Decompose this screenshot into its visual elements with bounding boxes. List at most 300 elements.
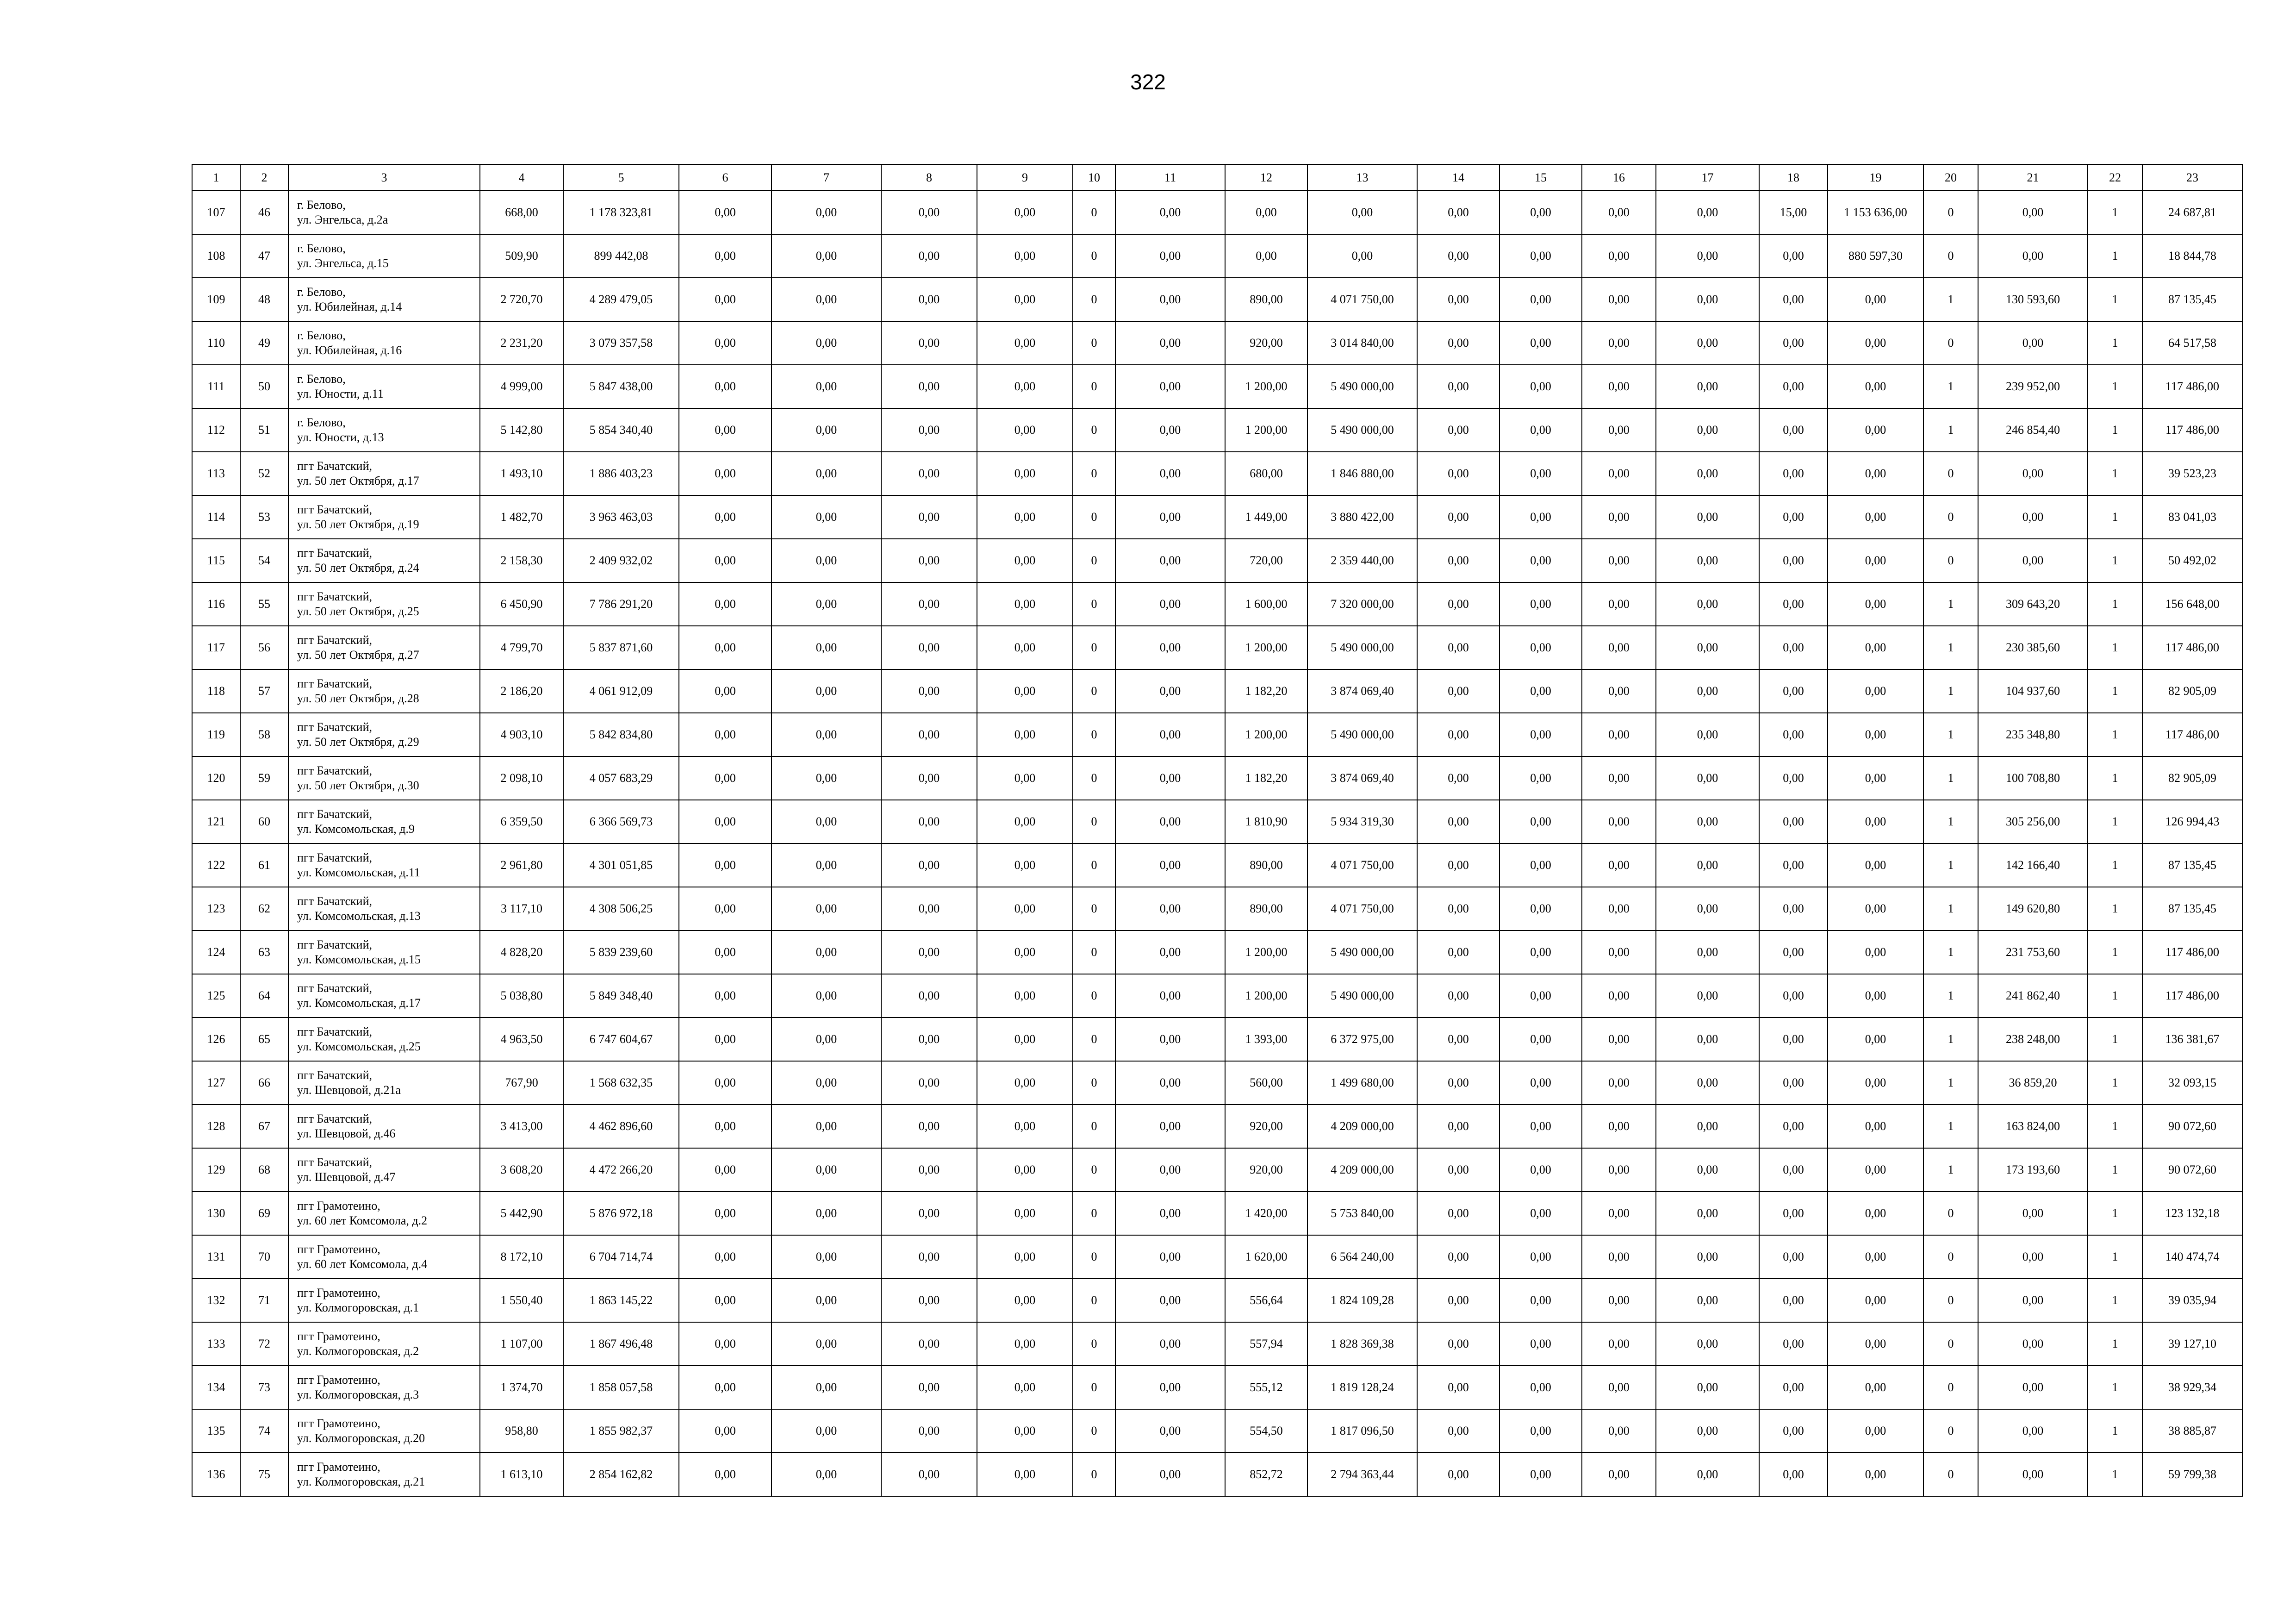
table-cell: 0,00	[772, 1279, 881, 1322]
table-cell: 230 385,60	[1978, 626, 2088, 669]
table-cell: 0,00	[1500, 321, 1582, 365]
table-cell: 0,00	[977, 321, 1073, 365]
table-cell: 0,00	[1759, 582, 1828, 626]
table-cell: 1	[2088, 321, 2142, 365]
table-cell: 3 014 840,00	[1307, 321, 1417, 365]
table-cell: 0,00	[1828, 452, 1923, 495]
table-cell: 0,00	[1582, 452, 1656, 495]
table-cell: 6 450,90	[480, 582, 563, 626]
table-cell: 0,00	[1828, 713, 1923, 756]
table-cell: 0,00	[881, 408, 977, 452]
table-cell: 6 747 604,67	[563, 1018, 679, 1061]
table-cell: 0,00	[1656, 1192, 1759, 1235]
column-header: 12	[1225, 164, 1307, 191]
table-cell: 1 499 680,00	[1307, 1061, 1417, 1105]
table-cell: 680,00	[1225, 452, 1307, 495]
table-cell: 130	[192, 1192, 240, 1235]
address-street: ул. 50 лет Октября, д.29	[297, 735, 419, 749]
address-locality: пгт Бачатский,	[297, 503, 372, 516]
table-cell: 0,00	[772, 974, 881, 1018]
table-row	[192, 1366, 2242, 1409]
table-cell: 767,90	[480, 1061, 563, 1105]
table-cell: 0,00	[1978, 452, 2088, 495]
table-cell: 1	[2088, 931, 2142, 974]
table-cell: 0,00	[977, 713, 1073, 756]
address-cell	[288, 1409, 480, 1453]
table-cell: 0,00	[1417, 1366, 1500, 1409]
table-cell: 0,00	[1417, 234, 1500, 278]
table-cell: 4 472 266,20	[563, 1148, 679, 1192]
table-cell: 1	[2088, 1453, 2142, 1496]
column-header: 2	[240, 164, 288, 191]
table-cell: 0,00	[1828, 1192, 1923, 1235]
address-locality: пгт Бачатский,	[297, 894, 372, 908]
table-cell: 0,00	[1978, 495, 2088, 539]
table-cell: 0,00	[1828, 495, 1923, 539]
table-cell: 3 079 357,58	[563, 321, 679, 365]
table-cell: 136	[192, 1453, 240, 1496]
table-cell: 0,00	[977, 495, 1073, 539]
table-cell: 0	[1073, 191, 1115, 234]
table-cell: 0,00	[1828, 1279, 1923, 1322]
table-cell: 1 568 632,35	[563, 1061, 679, 1105]
table-cell: 1	[1923, 582, 1978, 626]
table-cell: 0,00	[1417, 1148, 1500, 1192]
table-cell: 0,00	[679, 1018, 772, 1061]
table-cell: 1	[2088, 495, 2142, 539]
table-cell: 0,00	[1115, 191, 1225, 234]
table-cell: 4 963,50	[480, 1018, 563, 1061]
table-cell: 560,00	[1225, 1061, 1307, 1105]
address-locality: г. Белово,	[297, 198, 346, 212]
table-cell: 0,00	[1582, 1018, 1656, 1061]
table-row	[192, 843, 2242, 887]
column-header: 9	[977, 164, 1073, 191]
table-row	[192, 1409, 2242, 1453]
table-cell: 0	[1073, 1105, 1115, 1148]
table-cell: 18 844,78	[2142, 234, 2242, 278]
address-cell	[288, 321, 480, 365]
table-cell: 1 855 982,37	[563, 1409, 679, 1453]
table-cell: 54	[240, 539, 288, 582]
table-cell: 0,00	[1759, 1235, 1828, 1279]
table-cell: 0,00	[772, 1366, 881, 1409]
table-row	[192, 408, 2242, 452]
table-cell: 1 867 496,48	[563, 1322, 679, 1366]
table-cell: 0,00	[1828, 1105, 1923, 1148]
table-cell: 117 486,00	[2142, 931, 2242, 974]
table-cell: 2 720,70	[480, 278, 563, 321]
table-cell: 246 854,40	[1978, 408, 2088, 452]
table-cell: 2 961,80	[480, 843, 563, 887]
table-cell: 4 057 683,29	[563, 756, 679, 800]
table-cell: 0,00	[772, 1409, 881, 1453]
table-cell: 108	[192, 234, 240, 278]
table-cell: 0,00	[1759, 539, 1828, 582]
table-cell: 2 186,20	[480, 669, 563, 713]
table-cell: 235 348,80	[1978, 713, 2088, 756]
table-cell: 958,80	[480, 1409, 563, 1453]
table-cell: 1	[2088, 365, 2142, 408]
table-cell: 0,00	[1582, 191, 1656, 234]
table-cell: 0,00	[881, 1105, 977, 1148]
table-cell: 120	[192, 756, 240, 800]
table-cell: 4 799,70	[480, 626, 563, 669]
table-cell: 0	[1073, 887, 1115, 931]
address-locality: пгт Бачатский,	[297, 633, 372, 647]
table-cell: 49	[240, 321, 288, 365]
table-row	[192, 1453, 2242, 1496]
address-locality: пгт Бачатский,	[297, 459, 372, 473]
address-cell	[288, 1105, 480, 1148]
table-cell: 47	[240, 234, 288, 278]
table-cell: 64 517,58	[2142, 321, 2242, 365]
table-cell: 1	[2088, 669, 2142, 713]
table-cell: 2 854 162,82	[563, 1453, 679, 1496]
table-cell: 0,00	[1828, 582, 1923, 626]
address-locality: пгт Бачатский,	[297, 1156, 372, 1169]
table-row	[192, 278, 2242, 321]
table-cell: 0,00	[1759, 234, 1828, 278]
table-cell: 0,00	[977, 1235, 1073, 1279]
table-cell: 241 862,40	[1978, 974, 2088, 1018]
table-row	[192, 931, 2242, 974]
table-cell: 556,64	[1225, 1279, 1307, 1322]
table-cell: 0,00	[772, 931, 881, 974]
table-cell: 7 320 000,00	[1307, 582, 1417, 626]
table-cell: 2 098,10	[480, 756, 563, 800]
table-cell: 0,00	[1582, 931, 1656, 974]
table-cell: 0	[1073, 278, 1115, 321]
table-cell: 0,00	[1417, 626, 1500, 669]
table-cell: 0,00	[1582, 234, 1656, 278]
table-cell: 0,00	[679, 1322, 772, 1366]
table-cell: 107	[192, 191, 240, 234]
table-cell: 74	[240, 1409, 288, 1453]
table-cell: 0,00	[1582, 800, 1656, 843]
address-street: ул. 50 лет Октября, д.28	[297, 692, 419, 705]
column-header: 21	[1978, 164, 2088, 191]
column-header: 18	[1759, 164, 1828, 191]
table-cell: 0,00	[679, 1061, 772, 1105]
table-cell: 0,00	[1225, 191, 1307, 234]
table-cell: 0,00	[679, 713, 772, 756]
table-cell: 0,00	[1759, 1192, 1828, 1235]
table-cell: 0,00	[1828, 1453, 1923, 1496]
table-cell: 0,00	[1417, 713, 1500, 756]
table-cell: 0,00	[1978, 191, 2088, 234]
table-cell: 0,00	[977, 931, 1073, 974]
table-cell: 920,00	[1225, 321, 1307, 365]
table-cell: 0,00	[1582, 408, 1656, 452]
table-row	[192, 1148, 2242, 1192]
table-cell: 0,00	[977, 800, 1073, 843]
table-cell: 0,00	[881, 452, 977, 495]
table-cell: 0	[1073, 1322, 1115, 1366]
table-cell: 1	[1923, 887, 1978, 931]
table-cell: 0,00	[772, 800, 881, 843]
table-cell: 0,00	[772, 1453, 881, 1496]
table-cell: 112	[192, 408, 240, 452]
table-cell: 110	[192, 321, 240, 365]
table-cell: 133	[192, 1322, 240, 1366]
table-cell: 0,00	[1500, 974, 1582, 1018]
table-cell: 0	[1073, 234, 1115, 278]
table-cell: 0,00	[881, 365, 977, 408]
table-cell: 0,00	[881, 843, 977, 887]
address-cell	[288, 278, 480, 321]
table-cell: 0,00	[1759, 669, 1828, 713]
table-cell: 1	[1923, 1105, 1978, 1148]
table-cell: 1 550,40	[480, 1279, 563, 1322]
table-body	[192, 191, 2242, 1496]
table-cell: 1	[2088, 1018, 2142, 1061]
column-header: 20	[1923, 164, 1978, 191]
table-cell: 0,00	[1582, 1105, 1656, 1148]
table-cell: 0,00	[977, 365, 1073, 408]
table-cell: 0,00	[881, 800, 977, 843]
table-cell: 0,00	[977, 582, 1073, 626]
table-cell: 0,00	[679, 1366, 772, 1409]
table-cell: 0,00	[1656, 843, 1759, 887]
table-cell: 0,00	[772, 1322, 881, 1366]
table-cell: 0,00	[1759, 1322, 1828, 1366]
table-cell: 0,00	[1417, 1192, 1500, 1235]
table-cell: 1	[2088, 756, 2142, 800]
table-cell: 0,00	[1115, 931, 1225, 974]
address-locality: пгт Бачатский,	[297, 807, 372, 821]
table-cell: 0,00	[1978, 1409, 2088, 1453]
address-locality: пгт Грамотеино,	[297, 1199, 380, 1212]
table-cell: 0	[1073, 1279, 1115, 1322]
table-cell: 0,00	[881, 1409, 977, 1453]
address-cell	[288, 974, 480, 1018]
address-locality: пгт Бачатский,	[297, 1112, 372, 1125]
table-cell: 0,00	[977, 1322, 1073, 1366]
table-cell: 114	[192, 495, 240, 539]
table-cell: 3 117,10	[480, 887, 563, 931]
column-header: 23	[2142, 164, 2242, 191]
table-cell: 0,00	[679, 1192, 772, 1235]
table-cell: 0,00	[1115, 626, 1225, 669]
address-street: ул. Колмогоровская, д.1	[297, 1301, 419, 1314]
table-cell: 0	[1923, 1192, 1978, 1235]
table-cell: 0,00	[1656, 713, 1759, 756]
table-cell: 0,00	[1656, 1061, 1759, 1105]
table-cell: 129	[192, 1148, 240, 1192]
table-cell: 0,00	[881, 582, 977, 626]
table-cell: 87 135,45	[2142, 843, 2242, 887]
table-cell: 0,00	[1656, 495, 1759, 539]
table-cell: 1	[2088, 1409, 2142, 1453]
table-cell: 0,00	[881, 1192, 977, 1235]
table-cell: 0,00	[1417, 843, 1500, 887]
table-cell: 0,00	[1582, 365, 1656, 408]
table-cell: 0,00	[881, 1366, 977, 1409]
table-cell: 0,00	[1759, 626, 1828, 669]
address-cell	[288, 495, 480, 539]
table-cell: 53	[240, 495, 288, 539]
table-cell: 0,00	[1582, 278, 1656, 321]
table-cell: 0,00	[1582, 495, 1656, 539]
table-cell: 39 035,94	[2142, 1279, 2242, 1322]
table-cell: 4 071 750,00	[1307, 887, 1417, 931]
table-cell: 5 490 000,00	[1307, 974, 1417, 1018]
table-row	[192, 1061, 2242, 1105]
table-cell: 0,00	[1759, 495, 1828, 539]
address-cell	[288, 452, 480, 495]
table-cell: 1	[2088, 1192, 2142, 1235]
table-cell: 0,00	[1656, 800, 1759, 843]
table-cell: 0,00	[1500, 582, 1582, 626]
table-cell: 0,00	[679, 1453, 772, 1496]
table-cell: 59	[240, 756, 288, 800]
table-cell: 0,00	[679, 669, 772, 713]
table-cell: 46	[240, 191, 288, 234]
table-cell: 4 999,00	[480, 365, 563, 408]
table-cell: 0,00	[1978, 1322, 2088, 1366]
address-locality: пгт Бачатский,	[297, 1025, 372, 1038]
table-cell: 0,00	[1828, 931, 1923, 974]
table-cell: 0	[1073, 931, 1115, 974]
table-cell: 0,00	[1828, 843, 1923, 887]
table-cell: 1 863 145,22	[563, 1279, 679, 1322]
table-cell: 0,00	[1582, 1279, 1656, 1322]
table-cell: 1	[1923, 1018, 1978, 1061]
table-cell: 557,94	[1225, 1322, 1307, 1366]
table-cell: 1 200,00	[1225, 974, 1307, 1018]
table-cell: 0,00	[977, 452, 1073, 495]
table-cell: 173 193,60	[1978, 1148, 2088, 1192]
table-cell: 0,00	[1656, 1279, 1759, 1322]
address-cell	[288, 408, 480, 452]
table-cell: 0,00	[1759, 843, 1828, 887]
table-cell: 1	[2088, 582, 2142, 626]
table-cell: 0,00	[1417, 539, 1500, 582]
table-cell: 0	[1923, 1453, 1978, 1496]
table-cell: 5 490 000,00	[1307, 931, 1417, 974]
address-street: ул. Комсомольская, д.9	[297, 822, 415, 836]
table-row	[192, 452, 2242, 495]
table-cell: 48	[240, 278, 288, 321]
table-cell: 67	[240, 1105, 288, 1148]
table-cell: 0,00	[772, 887, 881, 931]
table-cell: 5 490 000,00	[1307, 365, 1417, 408]
address-street: ул. Комсомольская, д.11	[297, 866, 420, 879]
table-cell: 0,00	[1115, 495, 1225, 539]
table-cell: 0,00	[679, 582, 772, 626]
table-cell: 90 072,60	[2142, 1148, 2242, 1192]
table-cell: 0	[1923, 1366, 1978, 1409]
table-cell: 1	[2088, 452, 2142, 495]
table-cell: 0,00	[1500, 931, 1582, 974]
table-cell: 0,00	[1759, 974, 1828, 1018]
table-cell: 0,00	[1500, 1192, 1582, 1235]
table-cell: 0,00	[1828, 756, 1923, 800]
table-row	[192, 626, 2242, 669]
table-cell: 0,00	[1759, 1366, 1828, 1409]
table-cell: 0	[1073, 800, 1115, 843]
address-locality: пгт Бачатский,	[297, 590, 372, 603]
table-cell: 0,00	[1828, 1018, 1923, 1061]
table-cell: 0	[1923, 452, 1978, 495]
table-cell: 0,00	[881, 278, 977, 321]
table-cell: 238 248,00	[1978, 1018, 2088, 1061]
address-cell	[288, 365, 480, 408]
table-cell: 5 849 348,40	[563, 974, 679, 1018]
table-cell: 3 413,00	[480, 1105, 563, 1148]
table-cell: 0,00	[1828, 1322, 1923, 1366]
table-cell: 0,00	[1417, 1018, 1500, 1061]
table-cell: 0,00	[1115, 278, 1225, 321]
column-header: 8	[881, 164, 977, 191]
table-cell: 0,00	[1582, 1409, 1656, 1453]
column-header: 1	[192, 164, 240, 191]
address-cell	[288, 887, 480, 931]
table-cell: 8 172,10	[480, 1235, 563, 1279]
table-cell: 62	[240, 887, 288, 931]
table-cell: 1 182,20	[1225, 756, 1307, 800]
table-cell: 0,00	[1656, 1453, 1759, 1496]
table-cell: 0,00	[772, 1235, 881, 1279]
table-cell: 0,00	[1828, 278, 1923, 321]
address-locality: пгт Грамотеино,	[297, 1460, 380, 1474]
table-cell: 1	[2088, 1322, 2142, 1366]
table-cell: 0,00	[772, 756, 881, 800]
table-cell: 0	[1073, 582, 1115, 626]
table-cell: 5 490 000,00	[1307, 408, 1417, 452]
table-cell: 0,00	[977, 1018, 1073, 1061]
table-cell: 0,00	[1225, 234, 1307, 278]
table-cell: 0	[1073, 1409, 1115, 1453]
table-cell: 1 200,00	[1225, 408, 1307, 452]
table-cell: 0,00	[1115, 1061, 1225, 1105]
table-cell: 0,00	[977, 843, 1073, 887]
table-cell: 4 209 000,00	[1307, 1148, 1417, 1192]
address-locality: пгт Грамотеино,	[297, 1373, 380, 1387]
table-cell: 4 071 750,00	[1307, 843, 1417, 887]
table-cell: 0,00	[1656, 1409, 1759, 1453]
column-header: 11	[1115, 164, 1225, 191]
table-cell: 0,00	[881, 1453, 977, 1496]
table-cell: 0,00	[1656, 582, 1759, 626]
table-cell: 1	[1923, 669, 1978, 713]
table-cell: 0,00	[977, 669, 1073, 713]
table-cell: 0,00	[679, 365, 772, 408]
table-cell: 69	[240, 1192, 288, 1235]
table-cell: 4 903,10	[480, 713, 563, 756]
table-cell: 0,00	[977, 408, 1073, 452]
address-cell	[288, 234, 480, 278]
table-cell: 890,00	[1225, 887, 1307, 931]
table-cell: 0	[1073, 843, 1115, 887]
table-cell: 0,00	[1978, 1366, 2088, 1409]
table-cell: 0,00	[1759, 1018, 1828, 1061]
table-cell: 0,00	[772, 1148, 881, 1192]
table-cell: 0,00	[1417, 1235, 1500, 1279]
table-cell: 0,00	[977, 1192, 1073, 1235]
table-cell: 0,00	[679, 408, 772, 452]
table-cell: 1 420,00	[1225, 1192, 1307, 1235]
table-cell: 1	[2088, 974, 2142, 1018]
table-cell: 0,00	[1500, 1148, 1582, 1192]
table-cell: 1	[1923, 1148, 1978, 1192]
address-street: ул. 50 лет Октября, д.25	[297, 605, 419, 618]
table-cell: 0,00	[772, 539, 881, 582]
table-cell: 0,00	[1115, 452, 1225, 495]
table-cell: 0,00	[1978, 234, 2088, 278]
table-cell: 1	[2088, 234, 2142, 278]
